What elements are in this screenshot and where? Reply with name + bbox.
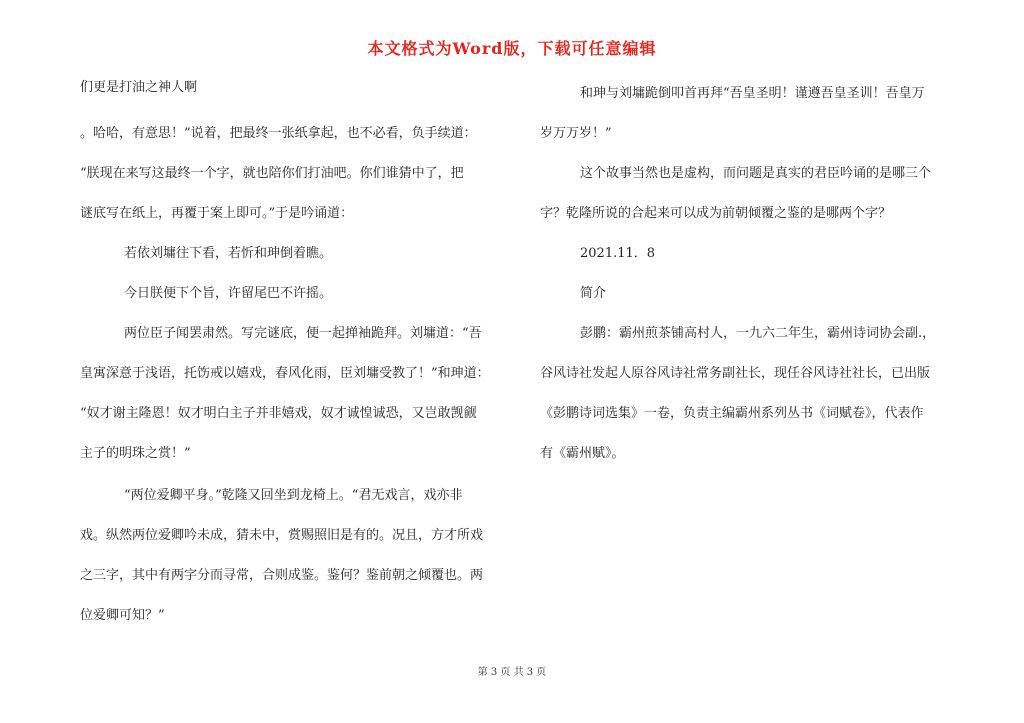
text-line: 谜底写在纸上，再覆于案上即可。”于是吟诵道： xyxy=(80,206,354,221)
text-line: 有《霸州赋》。 xyxy=(540,446,625,461)
date-line: 2021.11．8 xyxy=(580,246,656,261)
text-line: 主子的明珠之赏！” xyxy=(80,446,191,461)
text-line: 位爱卿可知？” xyxy=(80,608,165,623)
text-line: 岁万万岁！” xyxy=(540,126,612,141)
text-line: 这个故事当然也是虚构，而问题是真实的君臣吟诵的是哪三个 xyxy=(580,166,932,181)
text-line: 们更是打油之神人啊 xyxy=(80,80,198,95)
text-line: 和珅与刘墉跪倒叩首再拜“吾皇圣明！谨遵吾皇圣训！吾皇万 xyxy=(580,86,925,101)
text-line: “奴才谢主隆恩！奴才明白主子并非嬉戏，奴才诚惶诚恐，又岂敢觊觎 xyxy=(80,406,477,421)
text-line: 彭鹏：霸州煎茶铺高村人，一九六二年生，霸州诗词协会副.， xyxy=(580,326,936,341)
text-line: “两位爱卿平身。”乾隆又回坐到龙椅上。“君无戏言，戏亦非 xyxy=(124,488,463,503)
text-line: 字？乾隆所说的合起来可以成为前朝倾覆之鉴的是哪两个字？ xyxy=(540,206,892,221)
text-line: 皇寓深意于浅语，托饬戒以嬉戏，春风化雨，臣刘墉受教了！”和珅道： xyxy=(80,366,490,381)
text-line: “朕现在来写这最终一个字，就也陪你们打油吧。你们谁猜中了，把 xyxy=(80,166,464,181)
text-line: 。哈哈，有意思！”说着，把最终一张纸拿起，也不必看，负手续道： xyxy=(80,126,477,141)
text-line: 谷风诗社发起人原谷风诗社常务副社长，现任谷风诗社社长，已出版 xyxy=(540,366,931,381)
text-line: 《彭鹏诗词选集》一卷，负责主编霸州系列丛书《词赋卷》，代表作 xyxy=(540,406,924,421)
page-number: 第 3 页 共 3 页 xyxy=(477,667,547,678)
text-line: 两位臣子闻罢肃然。写完谜底，便一起掸袖跪拜。刘墉道：“吾 xyxy=(124,326,482,341)
poem-line: 若依刘墉往下看，若忻和珅倒着瞧。 xyxy=(124,246,333,261)
poem-line: 今日朕便下个旨，许留尾巴不许摇。 xyxy=(124,286,333,301)
document-header-title: 本文格式为Word版，下载可任意编辑 xyxy=(367,39,657,58)
text-line: 之三字，其中有两字分而寻常，合则成鉴。鉴何？鉴前朝之倾覆也。两 xyxy=(80,568,484,583)
section-heading: 简介 xyxy=(580,286,607,301)
text-line: 戏。纵然两位爱卿吟未成，猜未中，赏赐照旧是有的。况且，方才所戏 xyxy=(80,528,484,543)
